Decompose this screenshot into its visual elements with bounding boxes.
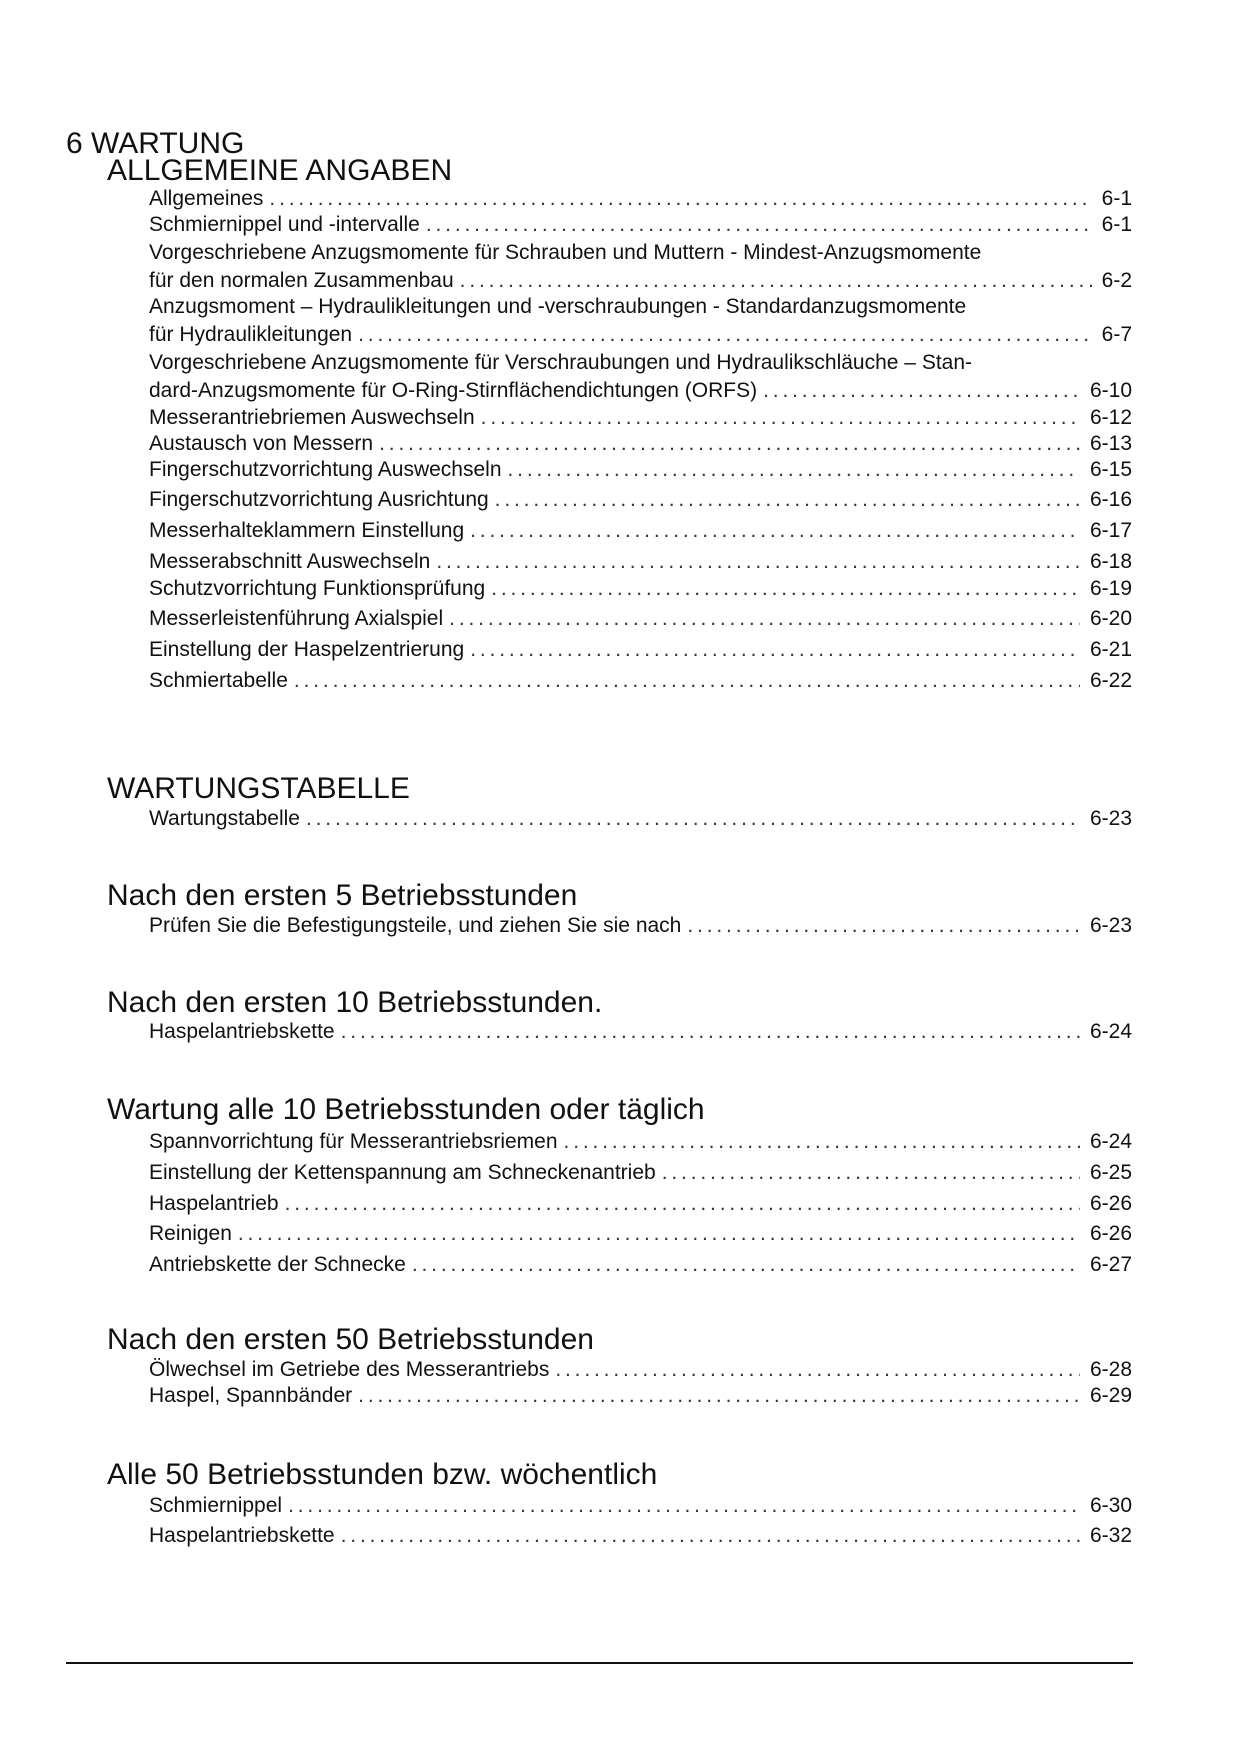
toc-entry-text: für Hydraulikleitungen: [149, 323, 353, 346]
toc-page-number: 6-29: [1089, 1384, 1132, 1407]
toc-page-number: 6-2: [1101, 269, 1132, 292]
toc-entry-text: Haspel, Spannbänder: [149, 1384, 353, 1407]
toc-entry[interactable]: [149, 605, 1132, 633]
toc-entry[interactable]: [149, 1251, 1132, 1279]
toc-entry-text: Messerleistenführung Axialspiel: [149, 607, 444, 630]
toc-page-number: 6-15: [1089, 458, 1132, 481]
toc-entry[interactable]: [149, 239, 1132, 295]
toc-entry-text: für den normalen Zusammenbau: [149, 269, 454, 292]
toc-page-number: 6-25: [1089, 1161, 1132, 1184]
toc-entry[interactable]: [149, 293, 1132, 349]
toc-page-number: 6-7: [1101, 323, 1132, 346]
toc-page-number: 6-16: [1089, 488, 1132, 511]
toc-page-number: 6-24: [1089, 1130, 1132, 1153]
toc-page-number: 6-24: [1089, 1020, 1132, 1043]
toc-entry[interactable]: [149, 667, 1132, 695]
toc-entry-text: Schmiertabelle: [149, 669, 288, 692]
toc-entry[interactable]: [149, 1356, 1132, 1384]
section-title-erste10: Nach den ersten 10 Betriebsstunden.: [107, 986, 603, 1019]
toc-entry[interactable]: [149, 912, 1132, 940]
toc-entry-line1: Vorgeschriebene Anzugsmomente für Schrauben und Muttern - Mindest-Anzugsmomente: [149, 241, 982, 264]
toc-entry-text: Antriebskette der Schnecke: [149, 1253, 406, 1276]
toc-entry-text: Austausch von Messern: [149, 432, 374, 455]
toc-page-number: 6-32: [1089, 1524, 1132, 1547]
section-title-erste50: Nach den ersten 50 Betriebsstunden: [107, 1323, 594, 1356]
footer-rule: [66, 1662, 1133, 1664]
toc-page-number: 6-12: [1089, 406, 1132, 429]
toc-entry-text: Wartungstabelle: [149, 807, 300, 830]
toc-entry[interactable]: [149, 456, 1132, 484]
section-title-allgemeine: ALLGEMEINE ANGABEN: [107, 154, 453, 187]
toc-entry-text: Haspelantrieb: [149, 1192, 279, 1215]
toc-entry-text: dard-Anzugsmomente für O-Ring-Stirnflächendichtungen (ORFS): [149, 379, 758, 402]
toc-entry[interactable]: [149, 404, 1132, 432]
toc-entry[interactable]: [149, 805, 1132, 833]
toc-page-number: 6-1: [1101, 187, 1132, 210]
toc-entry[interactable]: [149, 1522, 1132, 1550]
toc-entry[interactable]: [149, 517, 1132, 545]
toc-page-number: 6-28: [1089, 1358, 1132, 1381]
toc-entry[interactable]: [149, 486, 1132, 514]
toc-entry[interactable]: [149, 211, 1132, 239]
toc-entry[interactable]: [149, 548, 1132, 576]
toc-entry[interactable]: [149, 1492, 1132, 1520]
section-title-alle50: Alle 50 Betriebsstunden bzw. wöchentlich: [107, 1458, 658, 1491]
toc-entry[interactable]: [149, 430, 1132, 458]
toc-page-number: 6-18: [1089, 550, 1132, 573]
toc-entry-text: Haspelantriebskette: [149, 1020, 335, 1043]
chapter-title: 6 WARTUNG: [66, 127, 245, 160]
toc-entry-text: Messerhalteklammern Einstellung: [149, 519, 465, 542]
toc-page-number: 6-26: [1089, 1222, 1132, 1245]
toc-entry-text: Einstellung der Haspelzentrierung: [149, 638, 465, 661]
toc-page-number: 6-23: [1089, 807, 1132, 830]
toc-entry-text: Fingerschutzvorrichtung Auswechseln: [149, 458, 502, 481]
toc-entry-text: Prüfen Sie die Befestigungsteile, und ziehen Sie sie nach: [149, 914, 682, 937]
section-title-erste5: Nach den ersten 5 Betriebsstunden: [107, 879, 578, 912]
toc-entry-text: Fingerschutzvorrichtung Ausrichtung: [149, 488, 489, 511]
toc-entry-text: Messerabschnitt Auswechseln: [149, 550, 431, 573]
toc-page-number: 6-22: [1089, 669, 1132, 692]
toc-entry-text: Schmiernippel und -intervalle: [149, 213, 420, 236]
toc-entry[interactable]: [149, 1128, 1132, 1156]
section-title-alle10: Wartung alle 10 Betriebsstunden oder täglich: [107, 1093, 705, 1126]
section-title-wartungstabelle: WARTUNGSTABELLE: [107, 772, 410, 805]
toc-page-number: 6-19: [1089, 577, 1132, 600]
toc-page-number: 6-23: [1089, 914, 1132, 937]
toc-entry-text: Haspelantriebskette: [149, 1524, 335, 1547]
toc-page-number: 6-20: [1089, 607, 1132, 630]
toc-entry[interactable]: [149, 1018, 1132, 1046]
toc-page-number: 6-10: [1089, 379, 1132, 402]
toc-page-number: 6-17: [1089, 519, 1132, 542]
toc-entry-line1: Anzugsmoment – Hydraulikleitungen und -verschraubungen - Standardanzugsmomente: [149, 295, 967, 318]
toc-page-number: 6-13: [1089, 432, 1132, 455]
toc-page-number: 6-26: [1089, 1192, 1132, 1215]
toc-page-number: 6-27: [1089, 1253, 1132, 1276]
toc-entry-text: Messerantriebriemen Auswechseln: [149, 406, 475, 429]
toc-entry-text: Schmiernippel: [149, 1494, 283, 1517]
toc-entry[interactable]: [149, 1220, 1132, 1248]
toc-entry[interactable]: [149, 1382, 1132, 1410]
toc-entry[interactable]: [149, 185, 1132, 213]
toc-page-number: 6-1: [1101, 213, 1132, 236]
toc-entry[interactable]: [149, 1190, 1132, 1218]
toc-entry-text: Einstellung der Kettenspannung am Schneckenantrieb: [149, 1161, 656, 1184]
toc-entry[interactable]: [149, 636, 1132, 664]
toc-entry-text: Reinigen: [149, 1222, 232, 1245]
toc-page-number: 6-30: [1089, 1494, 1132, 1517]
toc-entry-text: Spannvorrichtung für Messerantriebsriemen: [149, 1130, 558, 1153]
toc-page-number: 6-21: [1089, 638, 1132, 661]
toc-entry[interactable]: [149, 1159, 1132, 1187]
toc-entry-text: Ölwechsel im Getriebe des Messerantriebs: [149, 1358, 550, 1381]
toc-entry-line1: Vorgeschriebene Anzugsmomente für Verschraubungen und Hydraulikschläuche – Stan-: [149, 351, 973, 374]
toc-entry-text: Schutzvorrichtung Funktionsprüfung: [149, 577, 486, 600]
toc-entry-text: Allgemeines: [149, 187, 264, 210]
toc-entry[interactable]: [149, 349, 1132, 405]
toc-entry[interactable]: [149, 575, 1132, 603]
